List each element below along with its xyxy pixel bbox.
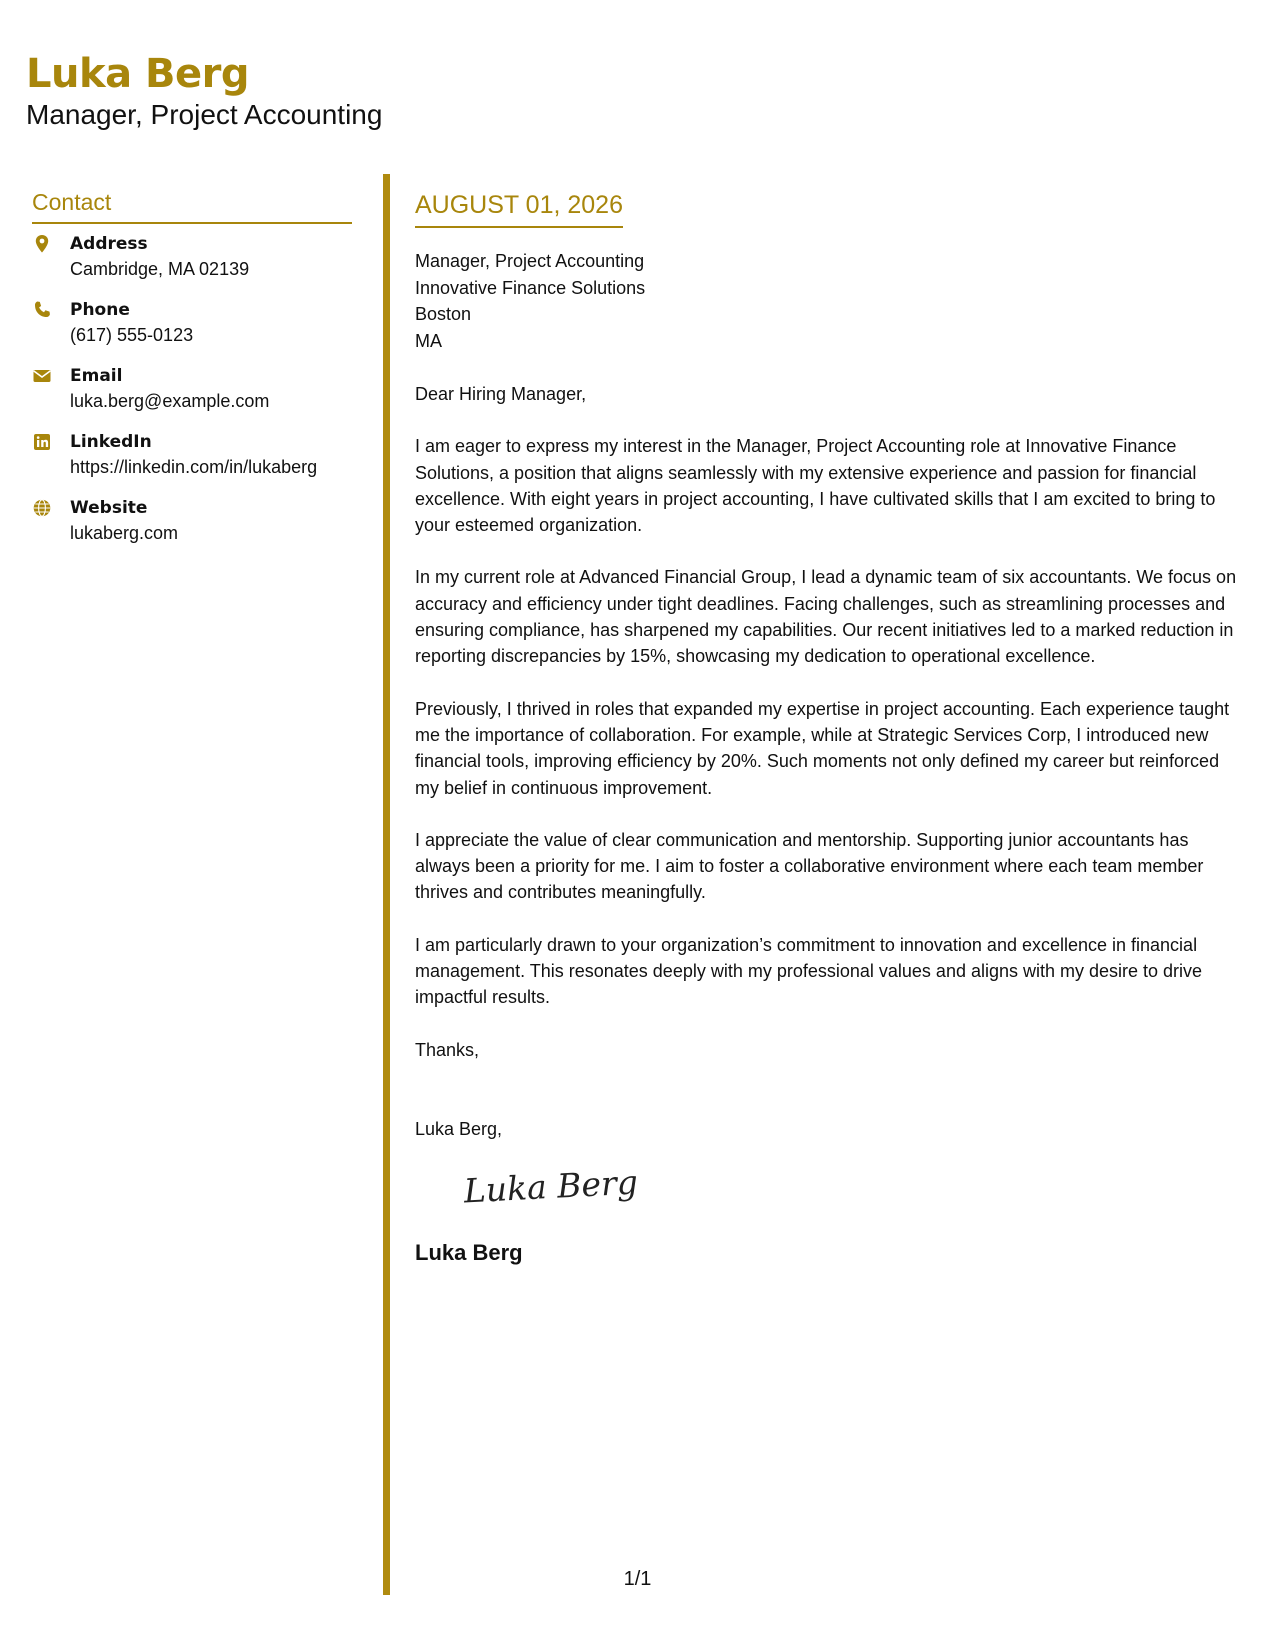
- recipient-line: Innovative Finance Solutions: [415, 277, 646, 298]
- contact-item-phone: [32, 298, 352, 348]
- contact-item-address: [32, 232, 352, 282]
- recipient-block: [415, 248, 1245, 354]
- contact-section-title: Contact: [32, 188, 352, 224]
- recipient-line: Manager, Project Accounting: [415, 251, 645, 271]
- linkedin-icon: [32, 432, 52, 452]
- phone-icon: [32, 300, 52, 320]
- globe-icon: [32, 498, 52, 518]
- contact-item-website: [32, 496, 352, 546]
- signed-name: Luka Berg: [415, 1240, 523, 1266]
- letter-date: AUGUST 01, 2026: [415, 190, 623, 228]
- contact-label: LinkedIn: [70, 432, 152, 452]
- applicant-title: Manager, Project Accounting: [26, 99, 383, 130]
- body-paragraph: In my current role at Advanced Financial Group, I lead a dynamic team of six accountants. We focus on accuracy and efficiency under tight deadlines. Facing challenges, such as streamlining processes and ensuring compliance, has sharpened my capabilities. Our recent initiatives led to a marked reduction in reporting discrepancies by 15%, showcasing my dedication to operational excellence.: [415, 567, 1237, 667]
- contact-label: Website: [70, 498, 148, 518]
- recipient-line: MA: [415, 330, 442, 351]
- letter-body: [415, 190, 1245, 1267]
- body-paragraph: Previously, I thrived in roles that expanded my expertise in project accounting. Each experience taught me the importance of collaboration. For example, while at Strategic Services Corp, I introduced new financial tools, improving efficiency by 20%. Such moments not only defined my career but reinforced my belief in continuous improvement.: [415, 698, 1230, 798]
- phone-value: (617) 555-0123: [70, 325, 194, 345]
- website-value[interactable]: lukaberg.com: [70, 523, 179, 543]
- contact-label: Email: [70, 366, 123, 386]
- contact-sidebar: [32, 188, 352, 562]
- map-pin-icon: [32, 234, 52, 254]
- signature-glyphs: Luka Berg: [462, 1162, 639, 1211]
- salutation: Dear Hiring Manager,: [415, 384, 587, 404]
- recipient-line: Boston: [415, 304, 472, 324]
- contact-list: [32, 232, 352, 546]
- address-value: Cambridge, MA 02139: [70, 259, 250, 279]
- contact-label: Address: [70, 234, 148, 254]
- closing: Thanks,: [415, 1039, 480, 1060]
- body-paragraph: I am particularly drawn to your organization’s commitment to innovation and excellence in financial management. This resonates deeply with my professional values and aligns with my desire to drive impactful results.: [415, 934, 1203, 1008]
- vertical-divider: [383, 174, 390, 1595]
- handwritten-signature: [460, 1160, 640, 1218]
- email-value[interactable]: luka.berg@example.com: [70, 391, 270, 411]
- contact-item-email: [32, 364, 352, 414]
- page-number: 1/1: [623, 1568, 652, 1590]
- applicant-name: Luka Berg: [26, 51, 249, 97]
- signoff-name: Luka Berg,: [415, 1118, 503, 1139]
- contact-label: Phone: [70, 300, 130, 320]
- contact-item-linkedin: [32, 430, 352, 480]
- envelope-icon: [32, 366, 52, 386]
- linkedin-value[interactable]: https://linkedin.com/in/lukaberg: [70, 457, 318, 477]
- body-paragraph: I am eager to express my interest in the Manager, Project Accounting role at Innovative Finance Solutions, a position that aligns seamlessly with my extensive experience and passion for financial excellence. With eight years in project accounting, I have cultivated skills that I am excited to bring to your esteemed organization.: [415, 436, 1216, 536]
- body-paragraph: I appreciate the value of clear communication and mentorship. Supporting junior accountants has always been a priority for me. I aim to foster a collaborative environment where each team member thrives and contributes meaningfully.: [415, 829, 1204, 903]
